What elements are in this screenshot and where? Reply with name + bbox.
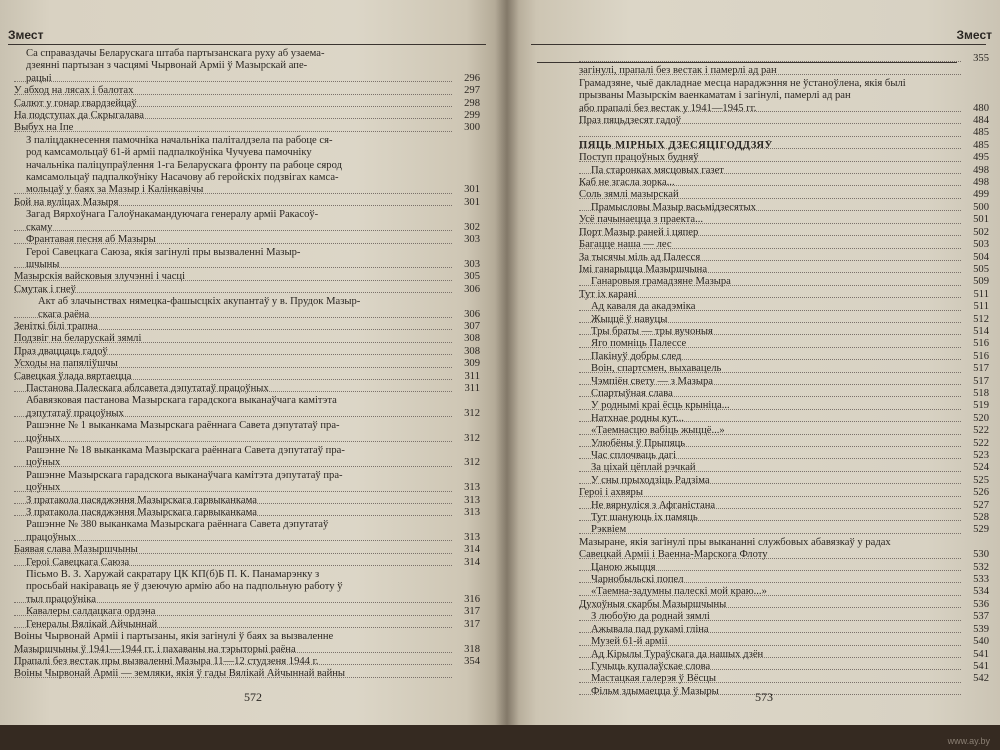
toc-entry-page: 540 (973, 636, 989, 648)
right-page-number: 573 (755, 690, 773, 704)
toc-entry (579, 562, 989, 574)
toc-entry (14, 209, 480, 234)
toc-entry-title-line: просьбай накіраваць яе ў дзеючую армію або на падпольную работу ў (26, 581, 343, 593)
toc-entry-page: 505 (973, 263, 989, 275)
toc-entry-title-line: дэпутатаў працоўных (26, 407, 124, 419)
toc-entry-page: 533 (973, 574, 989, 586)
toc-entry-page: 526 (973, 487, 989, 499)
toc-entry-title-line: Праз пяцьдзесят гадоў (579, 115, 682, 127)
toc-entry-title-line: Музей 61-й арміі (591, 636, 668, 648)
toc-entry-title-line: Савецкай Арміі і Ваенна-Марскога Флоту (579, 549, 768, 561)
toc-entry-page: 312 (464, 407, 480, 419)
toc-entry-title-line: За ціхай цёплай рэчкай (591, 462, 696, 474)
toc-entry-page: 300 (464, 122, 480, 134)
toc-entry (14, 656, 480, 668)
toc-entry-title-line: Са справаздачы Беларускага штаба партызанскага руху аб узаема- (26, 48, 325, 59)
toc-entry-title-line: Прапалі без вестак пры вызваленні Мазыра 11—12 студзеня 1944 г. (14, 655, 319, 667)
toc-entry (14, 606, 480, 618)
toc-entry-page: 542 (973, 673, 989, 685)
toc-entry (579, 624, 989, 636)
left-page (0, 0, 507, 725)
toc-entry (14, 247, 480, 272)
toc-entry-page: 485 (973, 127, 989, 139)
toc-entry-page: 301 (464, 196, 480, 208)
toc-entry (14, 122, 480, 134)
toc-entry (14, 48, 480, 85)
toc-entry (579, 438, 989, 450)
toc-entry-page: 314 (464, 544, 480, 556)
toc-entry (579, 289, 989, 301)
toc-entry (579, 475, 989, 487)
toc-entry (14, 234, 480, 246)
toc-entry-title-line: «Таемна-задумны палескі мой краю...» (591, 586, 767, 598)
toc-entry-title-line: Героі Савецкага Саюза (26, 556, 130, 568)
toc-entry-title-line: Рашэнне № 18 выканкама Мазырскага раённага Савета дэпутатаў пра- (26, 445, 345, 456)
toc-entry-title-line: Усходы на папяліўшчы (14, 358, 118, 370)
toc-entry-page: 504 (973, 251, 989, 263)
toc-entry (579, 252, 989, 264)
toc-entry-page: 311 (464, 382, 480, 394)
toc-entry-title-line: Загад Вярхоўнага Галоўнакамандуючага генералу арміі Ракасоў- (26, 209, 319, 221)
toc-entry-title-line: Мазырскія вайсковыя злучэнні і часці (14, 271, 186, 283)
toc-entry-title-line: камсамольцаў падпалкоўніку Насачову аб геройскіх подзвігах камса- (26, 172, 339, 184)
left-page-number: 572 (244, 690, 262, 704)
toc-entry-title-line: Гучыць купалаўскае слова (591, 660, 711, 672)
toc-entry-title-line: Тут іх карані (579, 288, 637, 300)
toc-entry-title-line: Улюбёны ў Прыпяць (591, 437, 686, 449)
toc-entry-page: 354 (464, 655, 480, 667)
toc-entry-page: 536 (973, 598, 989, 610)
toc-entry (14, 358, 480, 370)
toc-entry-title-line: Прамысловы Мазыр васьмідзесятых (591, 201, 756, 213)
toc-entry-page: 511 (973, 288, 989, 300)
toc-entry-page: 527 (973, 499, 989, 511)
toc-entry (579, 388, 989, 400)
toc-entry-title-line: Воіны Чырвонай Арміі — земляки, якія ў гады Вялікай Айчыннай вайны (14, 668, 346, 680)
toc-entry-title-line: тыл працоўніка (26, 593, 96, 605)
toc-entry (579, 450, 989, 462)
toc-entry-page: 316 (464, 593, 480, 605)
toc-entry-title-line: Рашэнне № 380 выканкама Мазырскага раённага Савета дэпутатаў (26, 519, 329, 531)
toc-entry (579, 376, 989, 388)
toc-entry-page: 306 (464, 283, 480, 295)
toc-entry (14, 445, 480, 470)
toc-entry-title-line: Багацце наша — лес (579, 239, 672, 251)
toc-entry-page: 537 (973, 611, 989, 623)
toc-entry (14, 197, 480, 209)
toc-entry-page: 516 (973, 338, 989, 350)
toc-entry-page: 520 (973, 412, 989, 424)
toc-entry-page: 313 (464, 507, 480, 519)
toc-entry (579, 140, 989, 152)
toc-entry-page: 525 (973, 474, 989, 486)
toc-entry-page: 313 (464, 494, 480, 506)
toc-entry (579, 189, 989, 201)
toc-entry-page: 313 (464, 531, 480, 543)
toc-entry-page: 299 (464, 110, 480, 122)
toc-entry-title-line: Рашэнне № 1 выканкама Мазырскага раённага Савета дэпутатаў пра- (26, 420, 340, 432)
toc-entry-title-line (579, 127, 582, 138)
left-header-rule (8, 44, 486, 45)
toc-entry (14, 507, 480, 519)
toc-entry (579, 413, 989, 425)
toc-entry-title-line: скаму (26, 221, 53, 233)
toc-entry-title-line: Ганаровыя грамадзяне Мазыра (591, 276, 731, 288)
toc-entry-title-line: Цаною жыцця (591, 561, 656, 573)
toc-entry-page: 298 (464, 97, 480, 109)
toc-entry-title-line: Акт аб злачынствах нямецка-фашысцкіх акупантаў у в. Прудок Мазыр- (38, 296, 361, 308)
toc-entry-page: 318 (464, 643, 480, 655)
toc-entry-title-line: Воіны Чырвонай Арміі і партызаны, якія загінулі ў баях за вызваленне (14, 631, 334, 643)
toc-entry (579, 636, 989, 648)
right-header-rule (531, 44, 986, 45)
toc-entry (579, 661, 989, 673)
toc-entry-page: 312 (464, 457, 480, 469)
toc-entry-page: 514 (973, 325, 989, 337)
toc-entry-title-line: Франтавая песня аб Мазыры (26, 234, 156, 246)
right-page (507, 0, 1000, 725)
toc-entry-page: 311 (464, 370, 480, 382)
toc-entry (579, 686, 989, 698)
toc-entry-title-line: Баявая слава Мазыршчыны (14, 544, 138, 556)
toc-entry-title-line: Рэквіем (591, 524, 627, 536)
toc-entry (14, 470, 480, 495)
toc-entry (579, 264, 989, 276)
toc-entry-title-line: Чэмпіён свету — з Мазыра (591, 375, 713, 387)
toc-entry (14, 346, 480, 358)
toc-entry-title-line: Духоўныя скарбы Мазыршчыны (579, 598, 727, 610)
toc-entry-title-line: Жыццё ў навуцы (591, 313, 668, 325)
toc-entry (579, 537, 989, 562)
toc-entry (579, 512, 989, 524)
book-bottom-edge (0, 725, 1000, 750)
toc-entry-title-line: Воін, спартсмен, выхавацель (591, 363, 722, 375)
toc-entry-page: 518 (973, 387, 989, 399)
toc-entry (579, 462, 989, 474)
toc-entry-page: 519 (973, 400, 989, 412)
toc-entry (579, 276, 989, 288)
toc-entry (14, 85, 480, 97)
book-gutter (495, 0, 519, 725)
toc-entry (14, 383, 480, 395)
toc-entry-title-line: Поступ працоўных будняў (579, 152, 699, 164)
toc-entry (14, 98, 480, 110)
toc-entry-title-line: Салют у гонар гвардзейцаў (14, 97, 137, 109)
toc-entry-page: 308 (464, 333, 480, 345)
toc-entry (579, 314, 989, 326)
toc-entry-title-line: працоўных (26, 531, 77, 543)
toc-entry-title-line: На подступах да Скрыгалава (14, 110, 144, 122)
toc-entry (579, 400, 989, 412)
toc-entry-page: 480 (973, 102, 989, 114)
toc-entry-page: 528 (973, 512, 989, 524)
toc-entry (579, 586, 989, 598)
toc-entry (14, 321, 480, 333)
toc-entry-title-line: Пісьмо В. З. Харужай сакратару ЦК КП(б)Б П. К. Панамарэнку з (26, 569, 320, 581)
toc-entry (579, 53, 989, 65)
toc-entry-title-line: цоўных (26, 482, 61, 494)
toc-entry-title-line: Смутак і гнеў (14, 283, 76, 295)
toc-entry-title-line: Мазыране, якія загінулі пры выкананні службовых абавязкаў у радах (579, 536, 891, 548)
right-toc-list (579, 53, 989, 698)
toc-entry-title-line: Подзвіг на беларускай зямлі (14, 333, 142, 345)
toc-entry-title-line: Савецкая ўлада вяртаецца (14, 370, 132, 382)
toc-entry (579, 214, 989, 226)
toc-entry-title-line: За тысячы міль ад Палесся (579, 251, 701, 263)
toc-entry-title-line: Мастацкая галерэя ў Вёсцы (591, 673, 716, 685)
toc-entry-title-line: Бой на вуліцах Мазыря (14, 196, 119, 208)
toc-entry (14, 569, 480, 606)
toc-entry-page: 307 (464, 320, 480, 332)
toc-entry-title-line: У роднымі краі ёсць крыніца... (591, 400, 730, 412)
toc-entry-title-line: Праз дваццаць гадоў (14, 345, 108, 357)
toc-entry-page: 303 (464, 234, 480, 246)
toc-entry-page: 317 (464, 606, 480, 618)
toc-entry (579, 500, 989, 512)
toc-entry (579, 673, 989, 685)
toc-entry-page: 509 (973, 276, 989, 288)
toc-entry (579, 425, 989, 437)
toc-entry-title-line: або прапалі без вестак у 1941—1945 гг. (579, 102, 757, 114)
toc-entry-title-line: Кавалеры салдацкага ордэна (26, 606, 156, 618)
toc-entry (579, 649, 989, 661)
toc-entry-title-line: Фільм здымаецца ў Мазыры (591, 685, 719, 697)
toc-entry-page: 485 (973, 139, 989, 151)
toc-entry (579, 351, 989, 363)
toc-entry-page: 541 (973, 648, 989, 660)
toc-entry-title-line: Час сплочваць дагі (591, 450, 677, 461)
toc-entry (579, 65, 989, 77)
toc-entry-page: 498 (973, 177, 989, 189)
toc-entry (579, 301, 989, 313)
toc-entry (579, 574, 989, 586)
toc-entry-page: 484 (973, 115, 989, 127)
toc-entry (579, 202, 989, 214)
toc-entry-page: 511 (973, 301, 989, 313)
toc-entry-page: 317 (464, 618, 480, 630)
left-toc-list (14, 48, 480, 681)
toc-entry-title-line: Чарнобыльскі попел (591, 574, 684, 586)
toc-entry-page: 512 (973, 313, 989, 325)
toc-entry-title-line: Імі ганарыцца Мазыршчына (579, 263, 708, 275)
toc-entry-title-line: Па старонках мясцовых газет (591, 164, 724, 176)
toc-entry-title-line: род камсамольцаў 61-й арміі падпалкоўніка Чучуева памочніку (26, 147, 312, 159)
toc-entry-page: 313 (464, 482, 480, 494)
toc-entry-page: 524 (973, 462, 989, 474)
toc-entry-title-line: загінулі, прапалі без вестак і памерлі ад ран (579, 65, 777, 77)
toc-entry-page: 529 (973, 524, 989, 536)
toc-entry-page: 522 (973, 437, 989, 449)
toc-entry-page: 532 (973, 561, 989, 573)
toc-entry-title-line: Рашэнне Мазырскага гарадскога выканаўчага камітэта дэпутатаў пра- (26, 469, 343, 481)
toc-entry-title-line: Выбух на Іпе (14, 122, 74, 134)
toc-entry (579, 487, 989, 499)
toc-entry-page: 303 (464, 258, 480, 270)
toc-entry-title-line: Усё пачынаецца з праекта... (579, 214, 704, 226)
toc-entry-title-line: Тры браты — тры вучоныя (591, 325, 713, 337)
toc-entry (14, 557, 480, 569)
toc-entry-page: 530 (973, 549, 989, 561)
toc-entry (14, 395, 480, 420)
toc-entry-title-line: начальніка паліцупраўлення 1-га Беларускага фронту па рабоце сярод (26, 159, 342, 171)
toc-entry-title-line: Пастанова Палескага аблсавета дэпутатаў працоўных (26, 382, 269, 394)
toc-entry-page: 500 (973, 201, 989, 213)
toc-entry-title-line: Зеніткі білі трапна (14, 320, 98, 332)
toc-entry-title-line: У абход на лясах і балотах (14, 85, 134, 97)
toc-entry-page: 502 (973, 226, 989, 238)
toc-entry-title-line: «Таемнасцю вабіць жыццё...» (591, 425, 725, 437)
toc-entry (579, 127, 989, 139)
toc-entry-title-line: У сны прыходзіць Радзіма (591, 474, 710, 486)
toc-entry-title-line: Не вярнуліся з Афганістана (591, 499, 716, 511)
toc-entry-page: 498 (973, 164, 989, 176)
toc-entry-title-line: З паліцдакнесення памочніка начальніка паліталдзела па рабоце ся- (26, 134, 333, 146)
toc-entry (579, 524, 989, 536)
toc-entry-title-line: ПЯЦЬ МІРНЫХ ДЗЕСЯЦІГОДДЗЯЎ (579, 139, 773, 151)
toc-entry (14, 668, 480, 680)
toc-entry (14, 519, 480, 544)
right-page-header: Змест (956, 28, 992, 42)
toc-entry-title-line: Генералы Вялікай Айчыннай (26, 618, 158, 630)
toc-entry-page: 306 (464, 308, 480, 320)
toc-entry-page: 355 (973, 53, 989, 64)
toc-entry (579, 227, 989, 239)
toc-entry-title-line: З любоўю да роднай зямлі (591, 611, 710, 623)
toc-entry-title-line: Ажывала пад рукамі гліна (591, 623, 709, 635)
toc-entry-title-line: Порт Мазыр раней і цяпер (579, 226, 699, 238)
toc-entry (14, 631, 480, 656)
toc-entry (14, 495, 480, 507)
toc-entry (579, 152, 989, 164)
toc-entry-title-line: Спартыўная слава (591, 387, 673, 399)
toc-entry (579, 326, 989, 338)
toc-entry (14, 420, 480, 445)
toc-entry-title-line: цоўных (26, 457, 61, 469)
toc-entry-page: 501 (973, 214, 989, 226)
toc-entry-title-line: Яго помніць Палессе (591, 338, 687, 350)
toc-entry-title-line: З пратакола пасяджэння Мазырскага гарвыканкама (26, 507, 257, 519)
toc-entry-title-line: скага раёна (38, 308, 90, 320)
toc-entry (579, 239, 989, 251)
toc-entry-page: 296 (464, 72, 480, 84)
toc-entry-title-line: цоўных (26, 432, 61, 444)
toc-entry-title-line: Пакінуў добры след (591, 350, 682, 362)
toc-entry-page: 314 (464, 556, 480, 568)
toc-entry-title-line: Соль зямлі мазырскай (579, 189, 679, 201)
toc-entry (14, 333, 480, 345)
toc-entry-page: 522 (973, 425, 989, 437)
toc-entry-title-line: мольцаў у баях за Мазыр і Калінкавічы (26, 184, 204, 196)
toc-entry-page: 309 (464, 358, 480, 370)
watermark: www.ay.by (947, 736, 990, 746)
toc-entry (579, 165, 989, 177)
toc-entry-title-line: Мазыршчыны ў 1941—1944 гг. і пахаваны на тэрыторыі раёна (14, 643, 296, 655)
toc-entry-page: 499 (973, 189, 989, 201)
toc-entry-page: 541 (973, 660, 989, 672)
toc-entry (14, 284, 480, 296)
toc-entry-page: 297 (464, 85, 480, 97)
toc-entry (579, 177, 989, 189)
toc-entry (14, 371, 480, 383)
left-page-header: Змест (8, 28, 44, 42)
toc-entry-page: 523 (973, 450, 989, 461)
toc-entry-title-line: Героі Савецкага Саюза, якія загінулі пры вызваленні Мазыр- (26, 246, 301, 258)
toc-entry (14, 296, 480, 321)
toc-entry-page: 517 (973, 363, 989, 375)
toc-entry (14, 619, 480, 631)
toc-entry-page: 301 (464, 184, 480, 196)
toc-entry-page: 495 (973, 152, 989, 164)
toc-entry (579, 611, 989, 623)
toc-entry (579, 115, 989, 127)
toc-entry-page: 503 (973, 239, 989, 251)
toc-entry-page: 308 (464, 345, 480, 357)
toc-entry (579, 78, 989, 115)
toc-entry-page: 305 (464, 271, 480, 283)
toc-entry (14, 271, 480, 283)
toc-entry-page: 534 (973, 586, 989, 598)
toc-entry-page: 312 (464, 432, 480, 444)
toc-entry-page: 516 (973, 350, 989, 362)
toc-entry-title-line: Ад Кірылы Тураўскага да нашых дзён (591, 648, 764, 660)
toc-entry (14, 110, 480, 122)
toc-entry-title-line: Героі і ахвяры (579, 487, 643, 499)
toc-entry-page: 517 (973, 375, 989, 387)
toc-entry-title-line: Каб не згасла зорка... (579, 177, 675, 189)
toc-entry (14, 135, 480, 197)
toc-entry-title-line: шчыны (26, 258, 60, 270)
toc-entry-page: 302 (464, 221, 480, 233)
toc-entry-title-line (579, 53, 582, 64)
toc-entry-title-line: Грамадзяне, чыё дакладнае месца нараджэння не ўстаноўлена, якія былі (579, 77, 906, 89)
toc-entry-page: 539 (973, 623, 989, 635)
toc-entry-title-line: прызваны Мазырскім ваенкаматам і загінулі, памерлі ад ран (579, 90, 851, 102)
toc-entry-title-line: рацыі (26, 72, 52, 84)
toc-entry-title-line: Абавязковая пастанова Мазырскага гарадскога выканаўчага камітэта (26, 395, 337, 407)
toc-entry-title-line: З пратакола пасяджэння Мазырскага гарвыканкама (26, 494, 257, 506)
toc-entry (579, 363, 989, 375)
toc-entry-title-line: Ад каваля да акадэміка (591, 301, 696, 313)
toc-entry (579, 599, 989, 611)
toc-entry-title-line: Натхнае родны кут... (591, 412, 684, 424)
toc-entry (14, 544, 480, 556)
toc-entry (579, 338, 989, 350)
toc-entry-title-line: Тут шануюць іх памяць (591, 512, 698, 524)
toc-entry-title-line: дзеянні партызан з часцямі Чырвонай Арміі ў Мазырскай апе- (26, 60, 308, 72)
